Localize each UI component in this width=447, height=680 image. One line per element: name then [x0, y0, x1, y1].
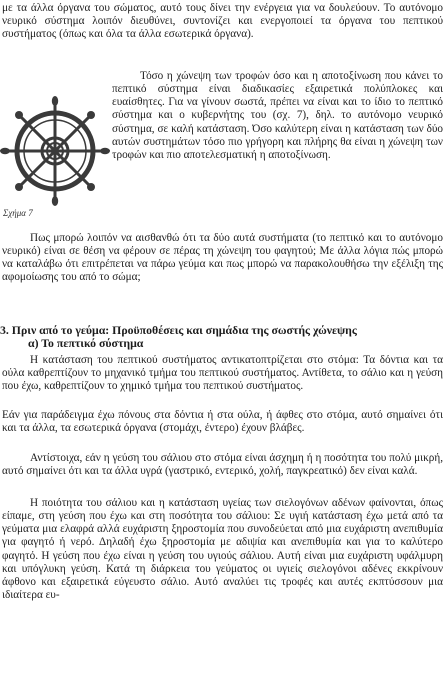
paragraph-question: Πως μπορώ λοιπόν να αισθανθώ ότι τα δύο αυτά συστήματα (το πεπτικό και το αυτόνομο νευρικό) είναι σε θέση να φέρουν σε πέρας τη χώνεψη του φαγητού; Με άλλα λόγια πώς μπορώ να καταλάβω ότι επιτρέπεται να πάρω γεύμα και πως μπορώ να παρακολουθήσω την εξέλιξη της αφομοίωσης του από το σώμα; [2, 232, 443, 284]
paragraph-salivary-glands: Η ποιότητα του σάλιου και η κατάσταση υγείας των σιελογόνων αδένων φαίνονται, όπως είπαμε, στη γεύση που έχω και στη ποσότητα του σάλιου: Σε υγιή κατάσταση έχω μετά από τα γεύματα μια ελαφρά αλλά ευχάριστη ξηροστομία που συνοδεύεται από μια ευχάριστη ανεπιθυμία για φαγητό ή νερό. Δηλαδή έχω ξηροστομία με αδιψία και ανεπιθυμία και για το καλύτερο φαγητό. Η γεύση που έχω είναι η γεύση του υγιούς σάλιου. Αυτή είναι μια ευχάριστη υφάλμυρη και υπόγλυκη γεύση. Κατά τη διάρκεια του γεύματος οι υγιείς σιελογόνοι αδένες εκκρίνουν άφθονο και εξαιρετικά εύγευστο σάλιο. Αυτό αναλύει τις τροφές και αυτές εκπτύσσουν μια ιδιαίτερα ευ- [2, 497, 443, 602]
subsection-title: α) Το πεπτικό σύστημα [28, 336, 144, 351]
ship-wheel-icon [0, 95, 110, 207]
paragraph-example: Εάν για παράδειγμα έχω πόνους στα δόντια ή στα ούλα, ή άφθες στο στόμα, αυτό σημαίνει ότι και τα άλλα, τα εσωτερικά όργανα (στομάχι, έντερο) έχουν βλάβες. [2, 409, 443, 435]
paragraph-mouth: Η κατάσταση του πεπτικού συστήματος αντικατοπτρίζεται στο στόμα: Τα δόντια και τα ούλα καθρεπτίζουν το μηχανικό τμήμα του πεπτικού συστήματος. Αντίθετα, το σάλιο και η γεύση που έχω, καθρεπτίζουν το χημικό τμήμα του πεπτικού συστήματος. [2, 354, 443, 393]
figure-caption: Σχήμα 7 [3, 208, 33, 218]
paragraph-saliva: Αντίστοιχα, εάν η γεύση του σάλιου στο στόμα είναι άσχημη ή η ποσότητα του πολύ μικρή, αυτό σημαίνει ότι και τα άλλα υγρά (γαστρικό, εντερικό, χολή, παγκρεατικό) δεν είναι καλά. [2, 452, 443, 478]
paragraph-digestion: Τόσο η χώνεψη των τροφών όσο και η αποτοξίνωση που κάνει το πεπτικό σύστημα είναι διαδικασίες εξαιρετικά πολύπλοκες και ευαίσθητες. Για να γίνουν σωστά, πρέπει να είναι και το ίδιο το πεπτικό σύστημα και ο κυβερνήτης του (σχ. 7), δηλ. το αυτόνομο νευρικό σύστημα, σε καλή κατάσταση. Όσο καλύτερη είναι η κατάσταση των δύο αυτών συστημάτων τόσο πιο γρήγορη και πλήρης θα είναι η χώνεψη των τροφών και πιο αποτελεσματική η αποτοξίνωση. [112, 70, 443, 161]
paragraph-intro: με τα άλλα όργανα του σώματος, αυτό τους δίνει την ενέργεια για να δουλεύουν. Το αυτόνομο νευρικό σύστημα λοιπόν διευθύνει, συντονίζει και ενεργοποιεί τα όργανα του πεπτικού συστήματος (όπως και όλα τα άλλα εσωτερικά όργανα). [2, 2, 443, 41]
section-title: 3. Πριν από το γεύμα: Προϋποθέσεις και σημάδια της σωστής χώνεψης [0, 323, 357, 337]
section-heading [0, 324, 357, 351]
